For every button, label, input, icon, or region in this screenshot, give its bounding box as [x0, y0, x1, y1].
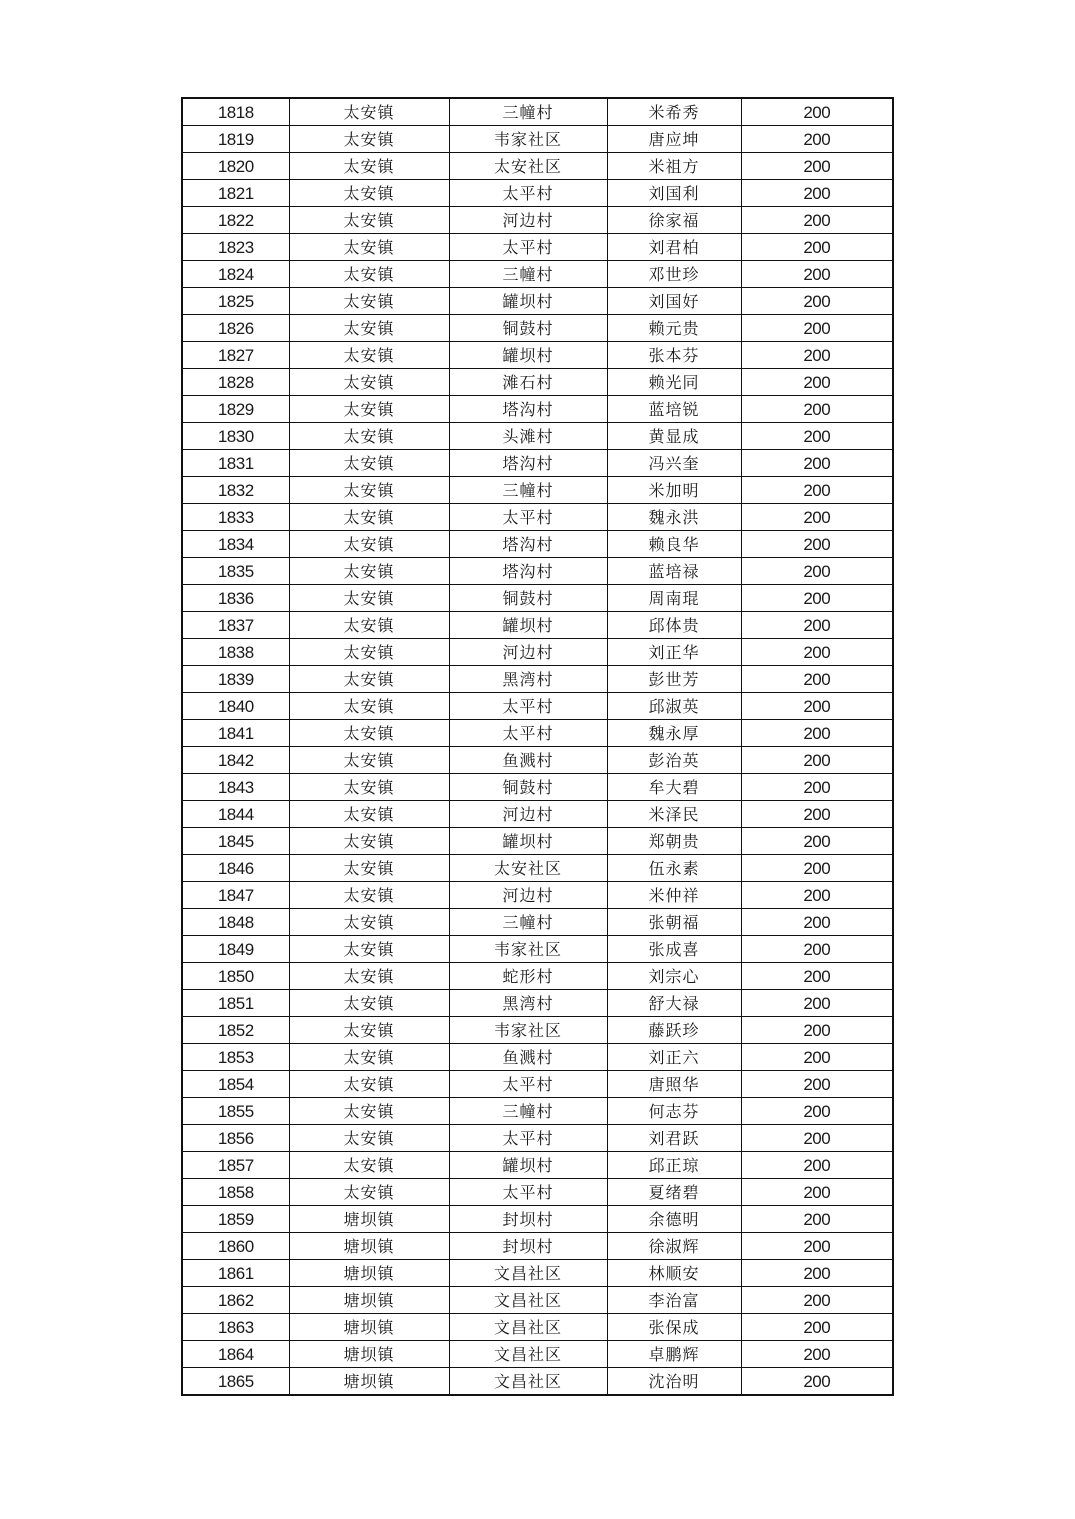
row-number: 1858 — [182, 1179, 289, 1206]
town-cell: 太安镇 — [289, 423, 449, 450]
table-row — [182, 423, 893, 450]
table-row — [182, 1206, 893, 1233]
town-cell: 太安镇 — [289, 261, 449, 288]
name-cell: 彭治英 — [607, 747, 741, 774]
village-cell: 河边村 — [449, 801, 607, 828]
amount-cell: 200 — [741, 1044, 893, 1071]
town-cell: 太安镇 — [289, 1017, 449, 1044]
village-cell: 文昌社区 — [449, 1314, 607, 1341]
name-cell: 赖良华 — [607, 531, 741, 558]
table-row — [182, 1368, 893, 1396]
table-row — [182, 315, 893, 342]
row-number: 1857 — [182, 1152, 289, 1179]
table-row — [182, 396, 893, 423]
name-cell: 魏永洪 — [607, 504, 741, 531]
name-cell: 李治富 — [607, 1287, 741, 1314]
town-cell: 太安镇 — [289, 639, 449, 666]
roster-table — [181, 97, 894, 1396]
row-number: 1852 — [182, 1017, 289, 1044]
amount-cell: 200 — [741, 531, 893, 558]
village-cell: 铜鼓村 — [449, 774, 607, 801]
town-cell: 太安镇 — [289, 855, 449, 882]
name-cell: 张本芬 — [607, 342, 741, 369]
name-cell: 林顺安 — [607, 1260, 741, 1287]
table-row — [182, 1071, 893, 1098]
table-row — [182, 936, 893, 963]
table-row — [182, 774, 893, 801]
table-row — [182, 855, 893, 882]
village-cell: 鱼溅村 — [449, 1044, 607, 1071]
row-number: 1823 — [182, 234, 289, 261]
town-cell: 太安镇 — [289, 612, 449, 639]
row-number: 1855 — [182, 1098, 289, 1125]
name-cell: 刘君跃 — [607, 1125, 741, 1152]
table-row — [182, 1044, 893, 1071]
village-cell: 黑湾村 — [449, 990, 607, 1017]
amount-cell: 200 — [741, 504, 893, 531]
village-cell: 封坝村 — [449, 1206, 607, 1233]
row-number: 1861 — [182, 1260, 289, 1287]
village-cell: 铜鼓村 — [449, 315, 607, 342]
row-number: 1819 — [182, 126, 289, 153]
name-cell: 米希秀 — [607, 98, 741, 126]
town-cell: 太安镇 — [289, 1125, 449, 1152]
row-number: 1837 — [182, 612, 289, 639]
name-cell: 徐家福 — [607, 207, 741, 234]
name-cell: 米仲祥 — [607, 882, 741, 909]
row-number: 1822 — [182, 207, 289, 234]
name-cell: 舒大禄 — [607, 990, 741, 1017]
table-row — [182, 963, 893, 990]
town-cell: 塘坝镇 — [289, 1260, 449, 1287]
table-row — [182, 747, 893, 774]
row-number: 1820 — [182, 153, 289, 180]
row-number: 1831 — [182, 450, 289, 477]
amount-cell: 200 — [741, 1314, 893, 1341]
village-cell: 太安社区 — [449, 153, 607, 180]
village-cell: 太平村 — [449, 180, 607, 207]
row-number: 1825 — [182, 288, 289, 315]
village-cell: 罐坝村 — [449, 288, 607, 315]
village-cell: 铜鼓村 — [449, 585, 607, 612]
amount-cell: 200 — [741, 1287, 893, 1314]
village-cell: 太平村 — [449, 1179, 607, 1206]
roster-body — [182, 98, 893, 1395]
amount-cell: 200 — [741, 747, 893, 774]
row-number: 1851 — [182, 990, 289, 1017]
village-cell: 三幢村 — [449, 261, 607, 288]
town-cell: 太安镇 — [289, 1152, 449, 1179]
row-number: 1833 — [182, 504, 289, 531]
row-number: 1864 — [182, 1341, 289, 1368]
name-cell: 冯兴奎 — [607, 450, 741, 477]
amount-cell: 200 — [741, 882, 893, 909]
amount-cell: 200 — [741, 828, 893, 855]
amount-cell: 200 — [741, 477, 893, 504]
table-row — [182, 288, 893, 315]
table-row — [182, 207, 893, 234]
amount-cell: 200 — [741, 423, 893, 450]
name-cell: 米泽民 — [607, 801, 741, 828]
name-cell: 米祖方 — [607, 153, 741, 180]
village-cell: 三幢村 — [449, 909, 607, 936]
table-row — [182, 639, 893, 666]
amount-cell: 200 — [741, 1341, 893, 1368]
amount-cell: 200 — [741, 963, 893, 990]
table-row — [182, 1233, 893, 1260]
row-number: 1827 — [182, 342, 289, 369]
row-number: 1865 — [182, 1368, 289, 1396]
table-row — [182, 477, 893, 504]
town-cell: 太安镇 — [289, 720, 449, 747]
name-cell: 何志芬 — [607, 1098, 741, 1125]
village-cell: 罐坝村 — [449, 1152, 607, 1179]
town-cell: 太安镇 — [289, 909, 449, 936]
town-cell: 太安镇 — [289, 828, 449, 855]
town-cell: 太安镇 — [289, 963, 449, 990]
village-cell: 三幢村 — [449, 1098, 607, 1125]
name-cell: 刘正六 — [607, 1044, 741, 1071]
row-number: 1853 — [182, 1044, 289, 1071]
name-cell: 邱体贵 — [607, 612, 741, 639]
amount-cell: 200 — [741, 720, 893, 747]
table-row — [182, 504, 893, 531]
village-cell: 太平村 — [449, 720, 607, 747]
table-row — [182, 261, 893, 288]
amount-cell: 200 — [741, 666, 893, 693]
name-cell: 刘国好 — [607, 288, 741, 315]
village-cell: 太平村 — [449, 504, 607, 531]
amount-cell: 200 — [741, 801, 893, 828]
amount-cell: 200 — [741, 1206, 893, 1233]
village-cell: 黑湾村 — [449, 666, 607, 693]
amount-cell: 200 — [741, 909, 893, 936]
table-row — [182, 153, 893, 180]
name-cell: 邱淑英 — [607, 693, 741, 720]
town-cell: 太安镇 — [289, 153, 449, 180]
name-cell: 蓝培禄 — [607, 558, 741, 585]
name-cell: 唐应坤 — [607, 126, 741, 153]
row-number: 1841 — [182, 720, 289, 747]
town-cell: 太安镇 — [289, 396, 449, 423]
amount-cell: 200 — [741, 1125, 893, 1152]
village-cell: 头滩村 — [449, 423, 607, 450]
town-cell: 太安镇 — [289, 1098, 449, 1125]
row-number: 1843 — [182, 774, 289, 801]
row-number: 1818 — [182, 98, 289, 126]
row-number: 1854 — [182, 1071, 289, 1098]
village-cell: 滩石村 — [449, 369, 607, 396]
name-cell: 卓鹏辉 — [607, 1341, 741, 1368]
town-cell: 太安镇 — [289, 288, 449, 315]
village-cell: 韦家社区 — [449, 1017, 607, 1044]
table-row — [182, 1341, 893, 1368]
name-cell: 赖光同 — [607, 369, 741, 396]
amount-cell: 200 — [741, 315, 893, 342]
table-row — [182, 342, 893, 369]
town-cell: 太安镇 — [289, 1179, 449, 1206]
town-cell: 太安镇 — [289, 450, 449, 477]
name-cell: 魏永厚 — [607, 720, 741, 747]
town-cell: 太安镇 — [289, 504, 449, 531]
row-number: 1845 — [182, 828, 289, 855]
town-cell: 塘坝镇 — [289, 1368, 449, 1396]
table-row — [182, 909, 893, 936]
row-number: 1824 — [182, 261, 289, 288]
village-cell: 三幢村 — [449, 477, 607, 504]
village-cell: 塔沟村 — [449, 396, 607, 423]
name-cell: 伍永素 — [607, 855, 741, 882]
village-cell: 韦家社区 — [449, 936, 607, 963]
village-cell: 鱼溅村 — [449, 747, 607, 774]
row-number: 1838 — [182, 639, 289, 666]
village-cell: 罐坝村 — [449, 828, 607, 855]
village-cell: 河边村 — [449, 207, 607, 234]
amount-cell: 200 — [741, 1368, 893, 1396]
table-row — [182, 450, 893, 477]
town-cell: 太安镇 — [289, 774, 449, 801]
table-row — [182, 180, 893, 207]
village-cell: 文昌社区 — [449, 1260, 607, 1287]
town-cell: 太安镇 — [289, 1071, 449, 1098]
row-number: 1863 — [182, 1314, 289, 1341]
row-number: 1821 — [182, 180, 289, 207]
table-row — [182, 990, 893, 1017]
amount-cell: 200 — [741, 1152, 893, 1179]
table-row — [182, 1017, 893, 1044]
table-row — [182, 801, 893, 828]
town-cell: 太安镇 — [289, 990, 449, 1017]
table-row — [182, 585, 893, 612]
town-cell: 太安镇 — [289, 531, 449, 558]
amount-cell: 200 — [741, 288, 893, 315]
row-number: 1829 — [182, 396, 289, 423]
row-number: 1835 — [182, 558, 289, 585]
table-row — [182, 1314, 893, 1341]
name-cell: 黄显成 — [607, 423, 741, 450]
village-cell: 塔沟村 — [449, 450, 607, 477]
amount-cell: 200 — [741, 1098, 893, 1125]
town-cell: 太安镇 — [289, 882, 449, 909]
village-cell: 河边村 — [449, 882, 607, 909]
amount-cell: 200 — [741, 558, 893, 585]
table-row — [182, 1098, 893, 1125]
table-row — [182, 531, 893, 558]
row-number: 1860 — [182, 1233, 289, 1260]
amount-cell: 200 — [741, 774, 893, 801]
amount-cell: 200 — [741, 396, 893, 423]
row-number: 1850 — [182, 963, 289, 990]
amount-cell: 200 — [741, 1179, 893, 1206]
village-cell: 太平村 — [449, 234, 607, 261]
town-cell: 塘坝镇 — [289, 1287, 449, 1314]
table-row — [182, 1179, 893, 1206]
row-number: 1826 — [182, 315, 289, 342]
row-number: 1846 — [182, 855, 289, 882]
amount-cell: 200 — [741, 585, 893, 612]
name-cell: 张成喜 — [607, 936, 741, 963]
amount-cell: 200 — [741, 612, 893, 639]
village-cell: 文昌社区 — [449, 1368, 607, 1396]
village-cell: 文昌社区 — [449, 1341, 607, 1368]
name-cell: 刘国利 — [607, 180, 741, 207]
amount-cell: 200 — [741, 1233, 893, 1260]
town-cell: 太安镇 — [289, 801, 449, 828]
amount-cell: 200 — [741, 153, 893, 180]
table-row — [182, 558, 893, 585]
town-cell: 太安镇 — [289, 369, 449, 396]
town-cell: 太安镇 — [289, 234, 449, 261]
village-cell: 罐坝村 — [449, 342, 607, 369]
village-cell: 太平村 — [449, 1071, 607, 1098]
name-cell: 郑朝贵 — [607, 828, 741, 855]
row-number: 1848 — [182, 909, 289, 936]
amount-cell: 200 — [741, 369, 893, 396]
name-cell: 唐照华 — [607, 1071, 741, 1098]
town-cell: 太安镇 — [289, 180, 449, 207]
village-cell: 太安社区 — [449, 855, 607, 882]
row-number: 1844 — [182, 801, 289, 828]
row-number: 1862 — [182, 1287, 289, 1314]
name-cell: 彭世芳 — [607, 666, 741, 693]
table-row — [182, 1287, 893, 1314]
amount-cell: 200 — [741, 639, 893, 666]
town-cell: 塘坝镇 — [289, 1206, 449, 1233]
table-row — [182, 1125, 893, 1152]
table-row — [182, 126, 893, 153]
name-cell: 徐淑辉 — [607, 1233, 741, 1260]
row-number: 1847 — [182, 882, 289, 909]
row-number: 1830 — [182, 423, 289, 450]
row-number: 1856 — [182, 1125, 289, 1152]
row-number: 1849 — [182, 936, 289, 963]
town-cell: 太安镇 — [289, 558, 449, 585]
name-cell: 刘君柏 — [607, 234, 741, 261]
village-cell: 韦家社区 — [449, 126, 607, 153]
amount-cell: 200 — [741, 180, 893, 207]
town-cell: 太安镇 — [289, 342, 449, 369]
row-number: 1839 — [182, 666, 289, 693]
name-cell: 余德明 — [607, 1206, 741, 1233]
village-cell: 太平村 — [449, 1125, 607, 1152]
town-cell: 太安镇 — [289, 98, 449, 126]
village-cell: 文昌社区 — [449, 1287, 607, 1314]
name-cell: 邱正琼 — [607, 1152, 741, 1179]
row-number: 1836 — [182, 585, 289, 612]
amount-cell: 200 — [741, 855, 893, 882]
name-cell: 蓝培锐 — [607, 396, 741, 423]
town-cell: 塘坝镇 — [289, 1314, 449, 1341]
village-cell: 河边村 — [449, 639, 607, 666]
town-cell: 太安镇 — [289, 936, 449, 963]
amount-cell: 200 — [741, 450, 893, 477]
town-cell: 太安镇 — [289, 126, 449, 153]
village-cell: 塔沟村 — [449, 558, 607, 585]
table-row — [182, 693, 893, 720]
amount-cell: 200 — [741, 990, 893, 1017]
town-cell: 太安镇 — [289, 315, 449, 342]
table-row — [182, 98, 893, 126]
table-row — [182, 612, 893, 639]
table-row — [182, 234, 893, 261]
row-number: 1842 — [182, 747, 289, 774]
town-cell: 太安镇 — [289, 666, 449, 693]
village-cell: 塔沟村 — [449, 531, 607, 558]
amount-cell: 200 — [741, 693, 893, 720]
table-row — [182, 828, 893, 855]
table-row — [182, 1260, 893, 1287]
row-number: 1832 — [182, 477, 289, 504]
town-cell: 太安镇 — [289, 585, 449, 612]
village-cell: 封坝村 — [449, 1233, 607, 1260]
village-cell: 三幢村 — [449, 98, 607, 126]
row-number: 1828 — [182, 369, 289, 396]
village-cell: 罐坝村 — [449, 612, 607, 639]
name-cell: 邓世珍 — [607, 261, 741, 288]
name-cell: 沈治明 — [607, 1368, 741, 1396]
name-cell: 藤跃珍 — [607, 1017, 741, 1044]
name-cell: 刘宗心 — [607, 963, 741, 990]
name-cell: 牟大碧 — [607, 774, 741, 801]
name-cell: 张保成 — [607, 1314, 741, 1341]
name-cell: 周南琨 — [607, 585, 741, 612]
town-cell: 太安镇 — [289, 693, 449, 720]
amount-cell: 200 — [741, 936, 893, 963]
town-cell: 塘坝镇 — [289, 1233, 449, 1260]
name-cell: 米加明 — [607, 477, 741, 504]
town-cell: 太安镇 — [289, 477, 449, 504]
name-cell: 刘正华 — [607, 639, 741, 666]
amount-cell: 200 — [741, 261, 893, 288]
name-cell: 赖元贵 — [607, 315, 741, 342]
row-number: 1834 — [182, 531, 289, 558]
town-cell: 太安镇 — [289, 207, 449, 234]
village-cell: 蛇形村 — [449, 963, 607, 990]
amount-cell: 200 — [741, 342, 893, 369]
town-cell: 太安镇 — [289, 747, 449, 774]
amount-cell: 200 — [741, 98, 893, 126]
amount-cell: 200 — [741, 126, 893, 153]
amount-cell: 200 — [741, 1071, 893, 1098]
row-number: 1859 — [182, 1206, 289, 1233]
row-number: 1840 — [182, 693, 289, 720]
village-cell: 太平村 — [449, 693, 607, 720]
name-cell: 张朝福 — [607, 909, 741, 936]
town-cell: 塘坝镇 — [289, 1341, 449, 1368]
amount-cell: 200 — [741, 207, 893, 234]
table-row — [182, 369, 893, 396]
name-cell: 夏绪碧 — [607, 1179, 741, 1206]
table-row — [182, 720, 893, 747]
table-row — [182, 1152, 893, 1179]
town-cell: 太安镇 — [289, 1044, 449, 1071]
amount-cell: 200 — [741, 1260, 893, 1287]
table-row — [182, 666, 893, 693]
amount-cell: 200 — [741, 234, 893, 261]
amount-cell: 200 — [741, 1017, 893, 1044]
table-row — [182, 882, 893, 909]
